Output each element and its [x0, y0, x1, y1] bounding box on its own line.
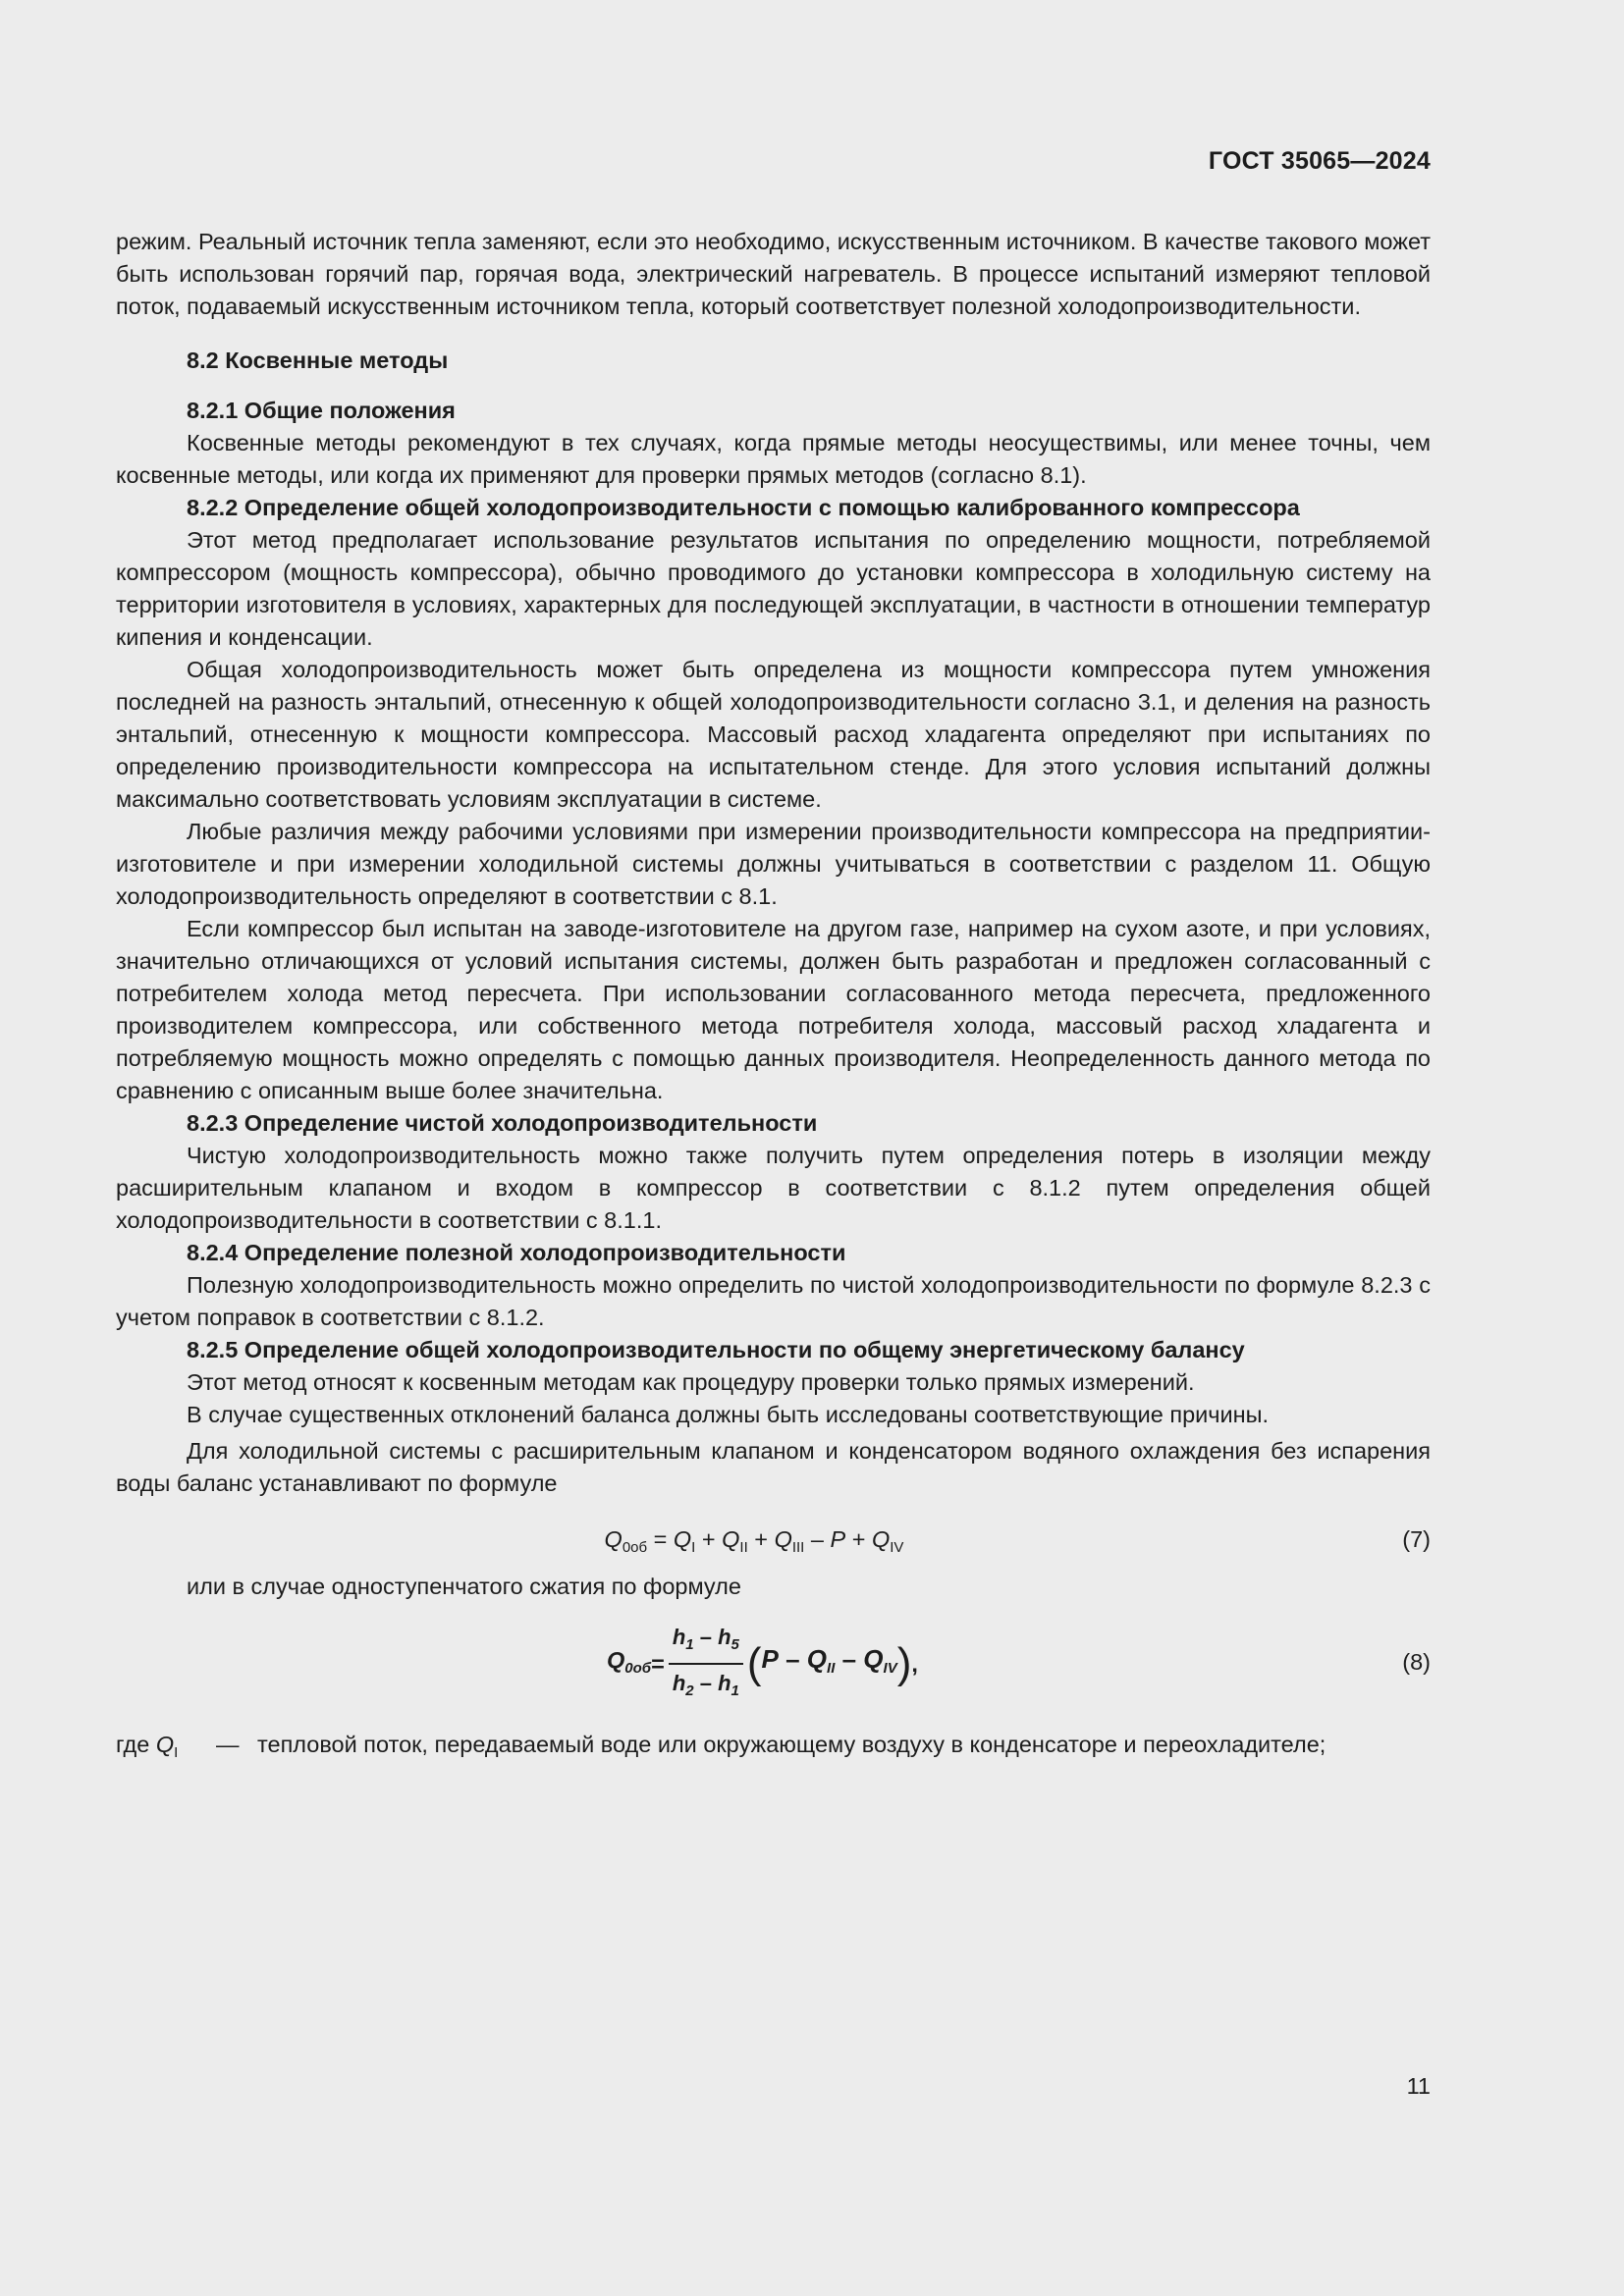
fraction-numerator: $h_1 - h_5$ — [669, 1621, 743, 1665]
subsection-heading: 8.2.3 Определение чистой холодопроизводительности — [187, 1110, 818, 1136]
fraction-denominator: $h_2 - h_1$ — [672, 1671, 739, 1699]
subsection-heading: 8.2.4 Определение полезной холодопроизводительности — [187, 1240, 846, 1265]
paragraph: Этот метод относят к косвенным методам как процедуру проверки только прямых измерений. — [187, 1369, 1195, 1395]
paragraph: Полезную холодопроизводительность можно определить по чистой холодопроизводительности по формуле 8.2.3 с учетом поправок в соответствии с 8.1.2. — [116, 1272, 1431, 1330]
paragraph: Чистую холодопроизводительность можно также получить путем определения потерь в изоляции между расширительным клапаном и входом в компрессор в соответствии с 8.1.2 путем определения общей холодопроизводительности в соответствии с 8.1.1. — [116, 1143, 1431, 1233]
subsection-heading: 8.2.5 Определение общей холодопроизводительности по общему энергетическому балансу — [187, 1337, 1245, 1362]
where-dash: — — [216, 1732, 240, 1757]
where-symbol: где $Q_I$ — [116, 1732, 179, 1761]
formula-8 — [116, 1621, 1431, 1699]
paragraph: режим. Реальный источник тепла заменяют, если это необходимо, искусственным источником. В качестве такового может быть использован горячий пар, горячая вода, электрический нагреватель. В процессе испытаний измеряют тепловой поток, подаваемый искусственным источником тепла, который соответствует полезной холодопроизводительности. — [116, 229, 1431, 319]
paragraph: или в случае одноступенчатого сжатия по формуле — [187, 1574, 741, 1599]
enthalpy-fraction — [669, 1621, 743, 1707]
paragraph: Для холодильной системы с расширительным клапаном и конденсатором водяного охлаждения без испарения воды баланс устанавливают по формуле — [116, 1438, 1431, 1496]
subsection-heading: 8.2.1 Общие положения — [187, 398, 456, 423]
document-code: ГОСТ 35065—2024 — [1208, 147, 1431, 175]
paragraph: Если компрессор был испытан на заводе-изготовителе на другом газе, например на сухом азоте, и при условиях, значительно отличающихся от условий испытания системы, должен быть разработан и предложен согласованный с потребителем холода метод пересчета. При использовании согласованного метода пересчета, предложенного производителем компрессора, или собственного метода потребителя холода, массовый расход хладагента и потребляемую мощность можно определять с помощью данных производителя. Неопределенность данного метода по сравнению с описанным выше более значительна. — [116, 916, 1431, 1103]
left-paren: ( — [746, 1639, 762, 1687]
formula-7-number: (7) — [1402, 1526, 1431, 1552]
formula-8-expression: $Q_{0об}$ = $\frac{h_1 - h_5}{h_2 - h_1}$ ( P – $Q_{II} - Q_{IV}$ ) , — [607, 1621, 918, 1707]
paragraph: Этот метод предполагает использование результатов испытания по определению мощности, потребляемой компрессором (мощность компрессора), обычно проводимого до установки компрессора в холодильную систему на территории изготовителя в условиях, характерных для последующей эксплуатации, в частности в отношении температур кипения и конденсации. — [116, 527, 1431, 650]
right-paren: ) — [896, 1639, 912, 1687]
formula-8-bracket-content: P – $Q_{II} - Q_{IV}$ — [761, 1644, 897, 1677]
formula-8-number: (8) — [1402, 1649, 1431, 1675]
paragraph: Косвенные методы рекомендуют в тех случаях, когда прямые методы неосуществимы, или менее точны, чем косвенные методы, или когда их применяют для проверки прямых методов (согласно 8.1). — [116, 430, 1431, 488]
paragraph: В случае существенных отклонений баланса должны быть исследованы соответствующие причины. — [187, 1402, 1270, 1427]
where-text: тепловой поток, передаваемый воде или окружающему воздуху в конденсаторе и переохладителе; — [257, 1732, 1326, 1757]
subsection-heading: 8.2.2 Определение общей холодопроизводительности с помощью калиброванного компрессора — [187, 495, 1300, 520]
page-number: 11 — [1406, 2073, 1431, 2099]
section-heading: 8.2 Косвенные методы — [187, 347, 449, 373]
paragraph: Любые различия между рабочими условиями при измерении производительности компрессора на предприятии-изготовителе и при измерении холодильной системы должны учитываться в соответствии с разделом 11. Общую холодопроизводительность определяют в соответствии с 8.1. — [116, 819, 1431, 909]
formula-7-expression: $Q_{0об} = Q_I + Q_{II} + Q_{III} - P + Q_{IV}$ — [604, 1526, 904, 1556]
formula-8-lhs: $Q_{0об}$ — [607, 1646, 652, 1677]
paragraph: Общая холодопроизводительность может быть определена из мощности компрессора путем умножения последней на разность энтальпий, отнесенную к общей холодопроизводительности согласно 3.1, и деления на разность энтальпий, отнесенную к мощности компрессора. Массовый расход хладагента определяют при испытаниях по определению производительности компрессора на испытательном стенде. Для этого условия испытаний должны максимально соответствовать условиям эксплуатации в системе. — [116, 657, 1431, 812]
where-definition — [116, 1729, 1431, 1769]
formula-7 — [116, 1516, 1431, 1563]
document-body — [116, 226, 1431, 1769]
